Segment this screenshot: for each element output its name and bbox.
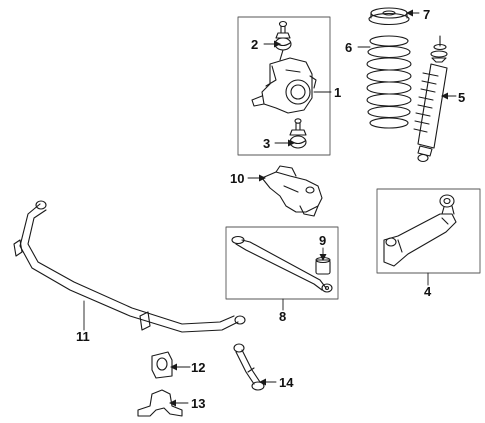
callout-label: 5 bbox=[458, 90, 466, 105]
spring-seat bbox=[369, 8, 409, 25]
steering-knuckle bbox=[252, 50, 316, 113]
callout-label: 3 bbox=[263, 136, 271, 151]
callout-label: 9 bbox=[319, 233, 327, 248]
coil-spring bbox=[367, 36, 411, 128]
callout-label: 10 bbox=[230, 171, 245, 186]
callout-label: 11 bbox=[76, 329, 90, 344]
callout-label: 8 bbox=[279, 309, 287, 324]
callout-label: 1 bbox=[334, 85, 342, 100]
callout-label: 14 bbox=[279, 375, 294, 390]
shock-absorber bbox=[414, 36, 447, 162]
upper-bracket bbox=[262, 166, 322, 216]
stabilizer-bushing bbox=[152, 352, 172, 378]
callout-label: 6 bbox=[345, 40, 353, 55]
callout-label: 7 bbox=[423, 7, 431, 22]
callout-label: 12 bbox=[191, 360, 206, 375]
tie-rod bbox=[232, 237, 332, 293]
stabilizer-bar bbox=[14, 201, 245, 332]
leader-arrowheads bbox=[169, 10, 448, 407]
lower-control-arm bbox=[384, 195, 456, 266]
stabilizer-link bbox=[234, 344, 264, 390]
callout-label: 4 bbox=[424, 284, 432, 299]
lower-arm-group-box bbox=[377, 189, 480, 273]
callout-label: 2 bbox=[251, 37, 259, 52]
callout-label: 13 bbox=[191, 396, 206, 411]
